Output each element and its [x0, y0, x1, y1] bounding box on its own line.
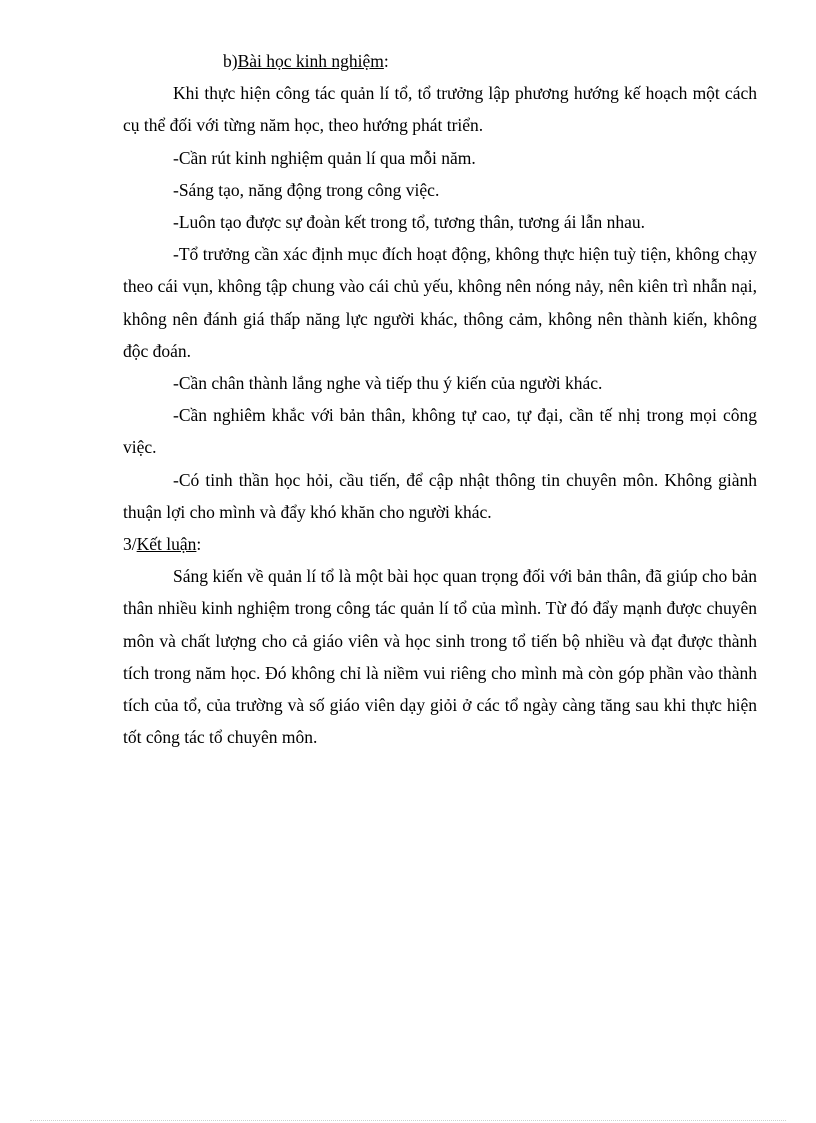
lesson-item: -Cần chân thành lắng nghe và tiếp thu ý kiến của người khác.: [173, 373, 603, 394]
lesson-item: -Luôn tạo được sự đoàn kết trong tổ, tương thân, tương ái lẫn nhau.: [173, 212, 646, 233]
lesson-item: -Có tinh thần học hỏi, cầu tiến, để cập nhật thông tin chuyên môn. Không giành thuận lợi cho mình và đẩy khó khăn cho người khác.: [123, 469, 757, 522]
subsection-heading: [123, 45, 757, 77]
lesson-intro-paragraph: Khi thực hiện công tác quản lí tổ, tổ trưởng lập phương hướng kế hoạch một cách cụ thể đối với từng năm học, theo hướng phát triển.: [123, 83, 757, 136]
section-prefix: 3/: [123, 534, 137, 555]
lesson-item: -Tổ trưởng cần xác định mục đích hoạt động, không thực hiện tuỳ tiện, không chạy theo cái vụn, không tập chung vào cái chủ yếu, không nên nóng nảy, nên kiên trì nhẫn nại, không nên đánh giá thấp năng lực người khác, thông cảm, không nên thành kiến, không độc đoán.: [123, 244, 757, 361]
subsection-prefix: b): [223, 51, 238, 71]
subsection-suffix: :: [383, 51, 389, 71]
subsection-title: Bài học kinh nghiệm: [237, 51, 384, 71]
conclusion-paragraph: Sáng kiến về quản lí tổ là một bài học quan trọng đối với bản thân, đã giúp cho bản thân nhiều kinh nghiệm trong công tác quản lí tổ của mình. Từ đó đẩy mạnh được chuyên môn và chất lượng cho cả giáo viên và học sinh trong tổ tiến bộ nhiều và đạt được thành tích trong năm học. Đó không chỉ là niềm vui riêng cho mình mà còn góp phần vào thành tích của tổ, của trường và số giáo viên dạy giỏi ở các tổ ngày càng tăng sau khi thực hiện tốt công tác tổ chuyên môn.: [123, 566, 757, 748]
section-heading: [123, 528, 757, 560]
section-suffix: :: [196, 534, 202, 555]
lesson-item: -Cần rút kinh nghiệm quản lí qua mỗi năm.: [173, 147, 476, 168]
page-bottom-rule: [30, 1120, 786, 1121]
section-title: Kết luận: [136, 534, 197, 555]
lesson-item: -Sáng tạo, năng động trong công việc.: [173, 179, 440, 200]
lesson-item: -Cần nghiêm khắc với bản thân, không tự cao, tự đại, cần tế nhị trong mọi công việc.: [123, 405, 757, 458]
document-page: [123, 45, 757, 753]
